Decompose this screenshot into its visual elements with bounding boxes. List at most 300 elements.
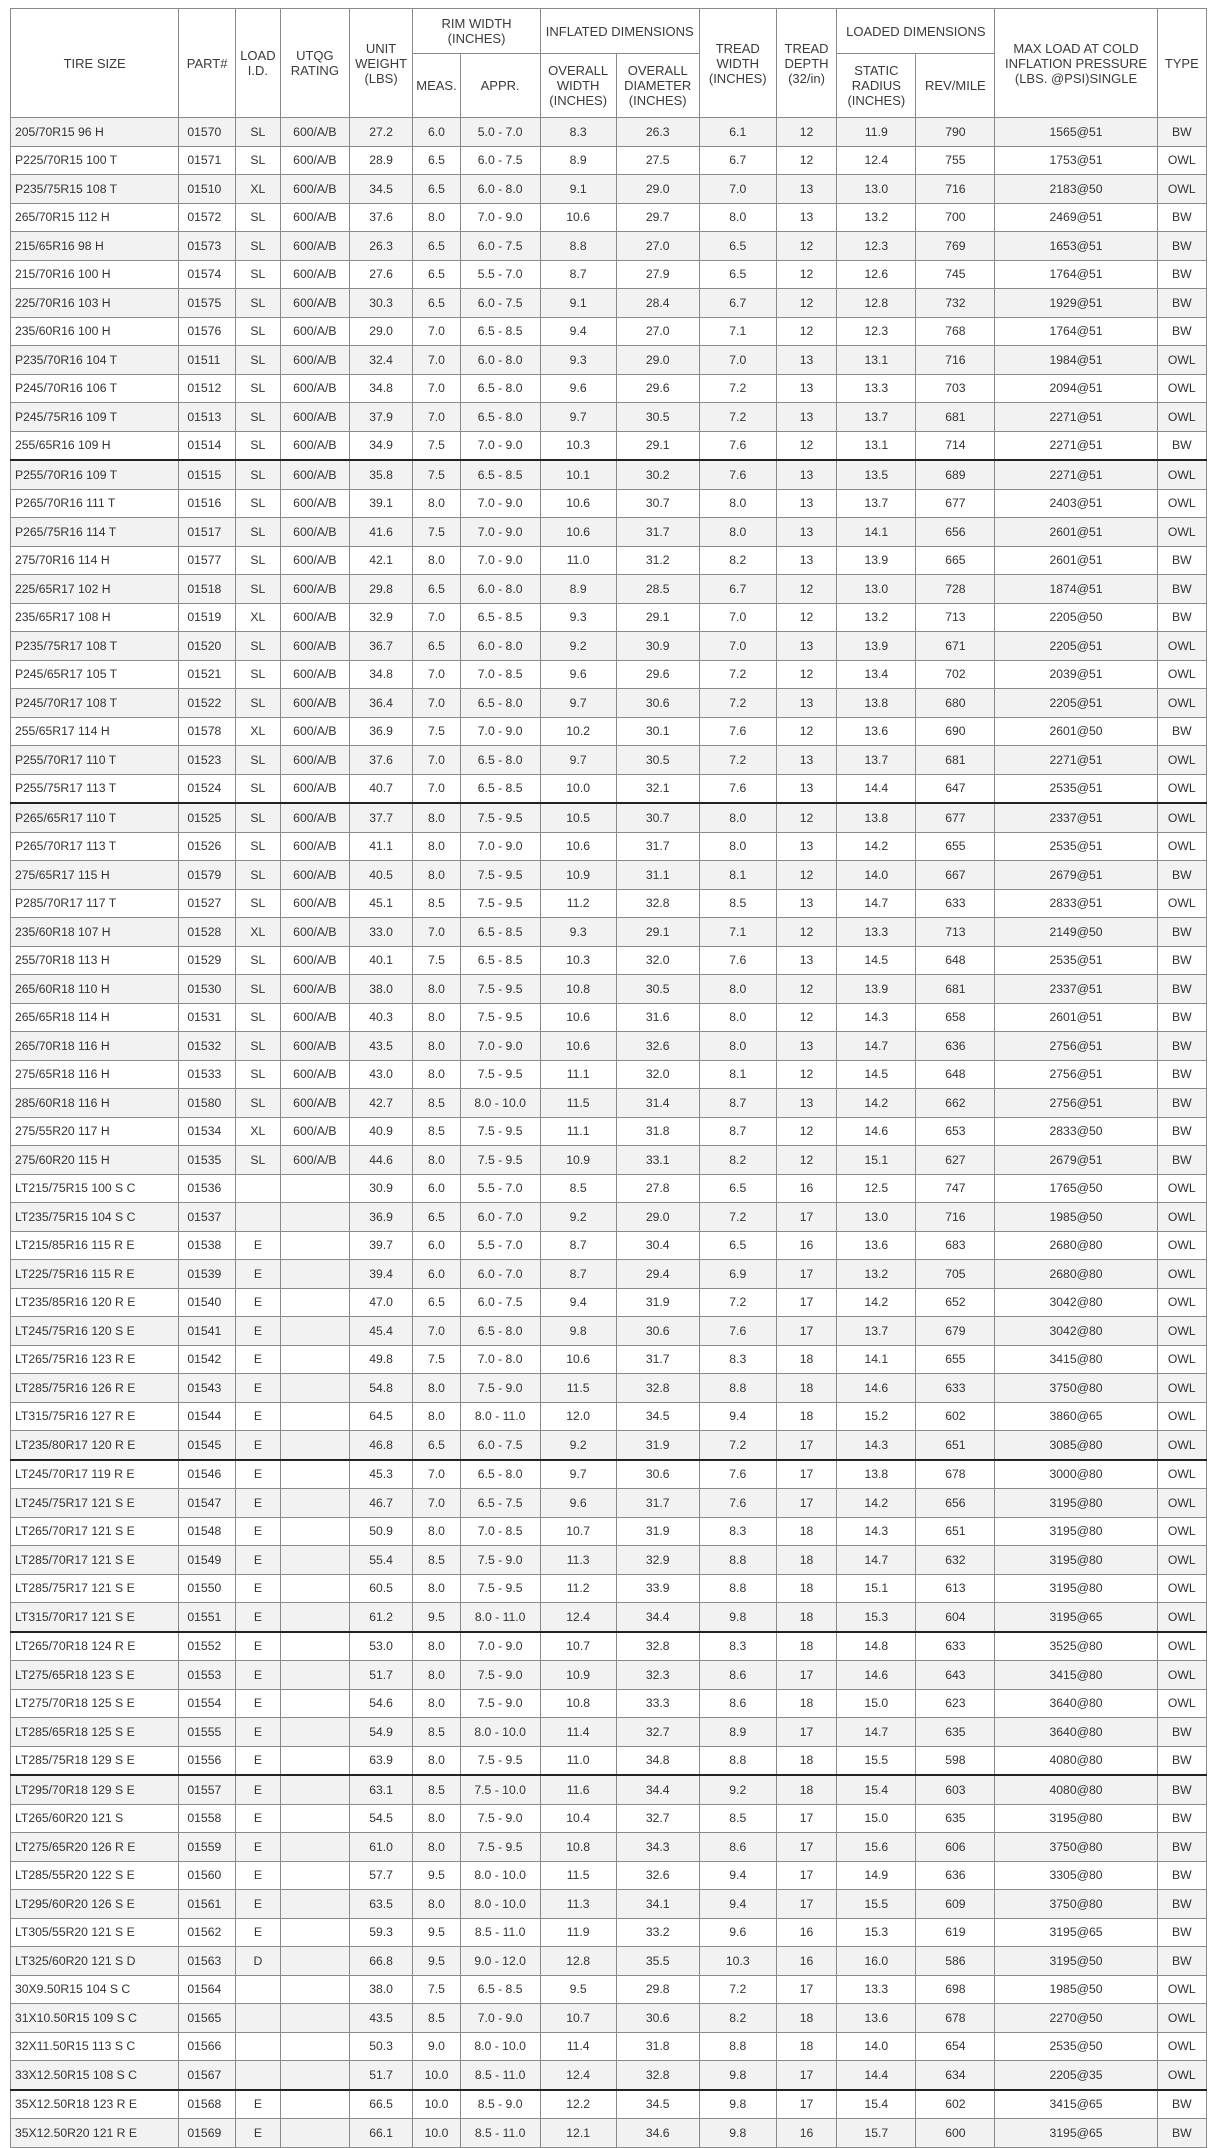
cell-tread-depth: 12 [776, 918, 837, 947]
cell-tire-size: P255/75R17 113 T [11, 774, 179, 803]
cell-max-load: 2270@50 [995, 2004, 1157, 2033]
cell-load-id: SL [235, 146, 280, 175]
table-row [11, 289, 1207, 318]
cell-overall-diameter: 30.6 [616, 689, 699, 718]
cell-type: BW [1157, 2119, 1206, 2148]
cell-type: OWL [1157, 1603, 1206, 1632]
cell-utqg: 600/A/B [280, 460, 349, 489]
cell-unit-weight: 41.1 [349, 832, 413, 861]
cell-rim-appr: 7.5 - 9.5 [460, 803, 540, 832]
cell-rim-appr: 7.5 - 9.5 [460, 889, 540, 918]
cell-unit-weight: 36.4 [349, 689, 413, 718]
cell-rim-appr: 7.5 - 9.5 [460, 1146, 540, 1175]
cell-overall-width: 11.5 [540, 1861, 616, 1890]
cell-overall-diameter: 27.5 [616, 146, 699, 175]
cell-type: BW [1157, 1003, 1206, 1032]
cell-rim-meas: 8.0 [413, 1746, 460, 1775]
cell-utqg [280, 1861, 349, 1890]
cell-overall-diameter: 31.6 [616, 1003, 699, 1032]
cell-max-load: 1764@51 [995, 260, 1157, 289]
cell-overall-width: 9.1 [540, 175, 616, 204]
cell-overall-width: 8.9 [540, 575, 616, 604]
cell-part: 01516 [179, 489, 235, 518]
cell-load-id: SL [235, 832, 280, 861]
cell-part: 01518 [179, 575, 235, 604]
cell-load-id: XL [235, 1117, 280, 1146]
table-row [11, 632, 1207, 661]
cell-rev-mile: 604 [916, 1603, 995, 1632]
cell-load-id: SL [235, 975, 280, 1004]
cell-tread-width: 6.7 [699, 146, 776, 175]
cell-load-id: E [235, 1374, 280, 1403]
cell-tread-depth: 12 [776, 1060, 837, 1089]
cell-tire-size: 255/65R16 109 H [11, 431, 179, 460]
cell-load-id: E [235, 1460, 280, 1489]
cell-part: 01538 [179, 1231, 235, 1260]
cell-static-radius: 13.9 [837, 546, 916, 575]
cell-tread-width: 7.6 [699, 431, 776, 460]
cell-rev-mile: 635 [916, 1718, 995, 1747]
cell-unit-weight: 39.1 [349, 489, 413, 518]
cell-part: 01532 [179, 1032, 235, 1061]
cell-overall-diameter: 32.0 [616, 1060, 699, 1089]
cell-utqg: 600/A/B [280, 289, 349, 318]
table-row [11, 1117, 1207, 1146]
cell-load-id: XL [235, 603, 280, 632]
cell-load-id: SL [235, 803, 280, 832]
cell-part: 01534 [179, 1117, 235, 1146]
cell-tire-size: LT265/70R18 124 R E [11, 1632, 179, 1661]
cell-utqg: 600/A/B [280, 146, 349, 175]
cell-part: 01527 [179, 889, 235, 918]
cell-max-load: 3640@80 [995, 1689, 1157, 1718]
cell-max-load: 2469@51 [995, 203, 1157, 232]
cell-load-id: SL [235, 774, 280, 803]
cell-max-load: 2756@51 [995, 1060, 1157, 1089]
cell-static-radius: 14.2 [837, 1489, 916, 1518]
cell-type: BW [1157, 975, 1206, 1004]
cell-overall-diameter: 31.8 [616, 2032, 699, 2061]
cell-overall-diameter: 26.3 [616, 118, 699, 147]
cell-static-radius: 13.7 [837, 489, 916, 518]
cell-rev-mile: 747 [916, 1174, 995, 1203]
cell-tire-size: 235/65R17 108 H [11, 603, 179, 632]
cell-overall-diameter: 33.2 [616, 1918, 699, 1947]
cell-utqg [280, 1975, 349, 2004]
cell-rim-appr: 5.0 - 7.0 [460, 118, 540, 147]
cell-load-id: SL [235, 632, 280, 661]
cell-tire-size: LT315/70R17 121 S E [11, 1603, 179, 1632]
cell-max-load: 2535@51 [995, 832, 1157, 861]
cell-tread-width: 7.1 [699, 317, 776, 346]
cell-rim-meas: 6.0 [413, 1231, 460, 1260]
cell-part: 01517 [179, 518, 235, 547]
cell-load-id [235, 1174, 280, 1203]
cell-rev-mile: 790 [916, 118, 995, 147]
cell-tread-depth: 17 [776, 1833, 837, 1862]
table-row [11, 689, 1207, 718]
cell-unit-weight: 41.6 [349, 518, 413, 547]
cell-static-radius: 13.3 [837, 374, 916, 403]
cell-load-id: SL [235, 1146, 280, 1175]
cell-tire-size: 255/65R17 114 H [11, 717, 179, 746]
cell-part: 01547 [179, 1489, 235, 1518]
cell-part: 01533 [179, 1060, 235, 1089]
table-row [11, 861, 1207, 890]
col-header-type: TYPE [1157, 9, 1206, 118]
table-row [11, 146, 1207, 175]
cell-utqg: 600/A/B [280, 374, 349, 403]
cell-part: 01545 [179, 1431, 235, 1460]
table-row [11, 1775, 1207, 1804]
cell-overall-width: 11.1 [540, 1117, 616, 1146]
cell-tire-size: LT285/75R18 129 S E [11, 1746, 179, 1775]
cell-static-radius: 15.4 [837, 1775, 916, 1804]
cell-overall-diameter: 34.1 [616, 1890, 699, 1919]
cell-rim-meas: 8.0 [413, 803, 460, 832]
cell-rev-mile: 635 [916, 1804, 995, 1833]
cell-type: BW [1157, 575, 1206, 604]
cell-rev-mile: 598 [916, 1746, 995, 1775]
cell-rim-meas: 8.0 [413, 1517, 460, 1546]
cell-overall-width: 9.2 [540, 1431, 616, 1460]
cell-rev-mile: 678 [916, 1460, 995, 1489]
cell-rim-meas: 6.0 [413, 1260, 460, 1289]
cell-tread-depth: 17 [776, 1975, 837, 2004]
cell-static-radius: 15.6 [837, 1833, 916, 1862]
cell-overall-width: 11.5 [540, 1374, 616, 1403]
cell-tire-size: 225/70R16 103 H [11, 289, 179, 318]
table-row [11, 774, 1207, 803]
cell-part: 01559 [179, 1833, 235, 1862]
cell-tread-width: 9.8 [699, 2090, 776, 2119]
cell-part: 01557 [179, 1775, 235, 1804]
cell-rim-meas: 9.0 [413, 2032, 460, 2061]
cell-utqg: 600/A/B [280, 346, 349, 375]
cell-max-load: 2601@50 [995, 717, 1157, 746]
cell-rim-meas: 7.0 [413, 1489, 460, 1518]
cell-tread-width: 8.0 [699, 832, 776, 861]
cell-max-load: 4080@80 [995, 1746, 1157, 1775]
cell-type: OWL [1157, 1517, 1206, 1546]
cell-tire-size: LT295/70R18 129 S E [11, 1775, 179, 1804]
cell-unit-weight: 50.3 [349, 2032, 413, 2061]
cell-type: BW [1157, 946, 1206, 975]
cell-tire-size: 215/65R16 98 H [11, 232, 179, 261]
cell-tread-width: 8.0 [699, 1032, 776, 1061]
cell-tread-width: 7.6 [699, 774, 776, 803]
cell-unit-weight: 45.1 [349, 889, 413, 918]
cell-part: 01537 [179, 1203, 235, 1232]
cell-max-load: 3085@80 [995, 1431, 1157, 1460]
cell-overall-diameter: 34.8 [616, 1746, 699, 1775]
cell-tread-width: 7.6 [699, 717, 776, 746]
cell-tire-size: LT245/70R17 119 R E [11, 1460, 179, 1489]
cell-part: 01556 [179, 1746, 235, 1775]
cell-rim-meas: 7.0 [413, 317, 460, 346]
cell-tread-depth: 18 [776, 1374, 837, 1403]
cell-static-radius: 13.5 [837, 460, 916, 489]
cell-static-radius: 13.9 [837, 632, 916, 661]
cell-overall-diameter: 31.7 [616, 1489, 699, 1518]
cell-unit-weight: 63.5 [349, 1890, 413, 1919]
cell-part: 01577 [179, 546, 235, 575]
cell-utqg [280, 1489, 349, 1518]
cell-rim-appr: 6.0 - 7.5 [460, 1431, 540, 1460]
cell-load-id [235, 2061, 280, 2090]
cell-type: OWL [1157, 374, 1206, 403]
cell-load-id: SL [235, 746, 280, 775]
cell-static-radius: 13.2 [837, 203, 916, 232]
col-header-utqg: UTQG RATING [280, 9, 349, 118]
cell-rev-mile: 662 [916, 1089, 995, 1118]
cell-static-radius: 15.1 [837, 1146, 916, 1175]
cell-load-id: E [235, 1746, 280, 1775]
cell-overall-width: 11.9 [540, 1918, 616, 1947]
cell-load-id: SL [235, 203, 280, 232]
cell-type: OWL [1157, 2061, 1206, 2090]
cell-tread-width: 8.2 [699, 1146, 776, 1175]
table-row [11, 374, 1207, 403]
cell-rim-meas: 7.0 [413, 603, 460, 632]
cell-unit-weight: 34.5 [349, 175, 413, 204]
cell-type: OWL [1157, 1574, 1206, 1603]
cell-utqg [280, 2004, 349, 2033]
cell-tread-depth: 17 [776, 2090, 837, 2119]
cell-tire-size: P265/75R16 114 T [11, 518, 179, 547]
cell-tire-size: LT275/65R20 126 R E [11, 1833, 179, 1862]
cell-type: BW [1157, 861, 1206, 890]
cell-tread-width: 7.6 [699, 946, 776, 975]
cell-rev-mile: 677 [916, 489, 995, 518]
cell-max-load: 3750@80 [995, 1833, 1157, 1862]
cell-tire-size: P255/70R17 110 T [11, 746, 179, 775]
cell-overall-width: 10.9 [540, 861, 616, 890]
cell-rim-meas: 10.0 [413, 2119, 460, 2148]
cell-tread-depth: 13 [776, 203, 837, 232]
cell-type: OWL [1157, 460, 1206, 489]
cell-tire-size: P285/70R17 117 T [11, 889, 179, 918]
cell-overall-width: 10.2 [540, 717, 616, 746]
cell-max-load: 2601@51 [995, 546, 1157, 575]
cell-overall-width: 11.4 [540, 1718, 616, 1747]
cell-overall-diameter: 32.7 [616, 1718, 699, 1747]
cell-static-radius: 14.4 [837, 2061, 916, 2090]
cell-overall-diameter: 29.6 [616, 660, 699, 689]
table-row [11, 546, 1207, 575]
cell-rim-appr: 6.0 - 7.0 [460, 1203, 540, 1232]
cell-part: 01544 [179, 1402, 235, 1431]
cell-unit-weight: 50.9 [349, 1517, 413, 1546]
cell-overall-width: 11.3 [540, 1546, 616, 1575]
cell-max-load: 2535@50 [995, 2032, 1157, 2061]
cell-utqg: 600/A/B [280, 803, 349, 832]
cell-rim-meas: 8.0 [413, 1146, 460, 1175]
cell-overall-diameter: 34.5 [616, 2090, 699, 2119]
cell-part: 01535 [179, 1146, 235, 1175]
cell-tire-size: P245/75R16 109 T [11, 403, 179, 432]
cell-type: BW [1157, 603, 1206, 632]
cell-static-radius: 15.3 [837, 1918, 916, 1947]
cell-unit-weight: 61.0 [349, 1833, 413, 1862]
cell-rim-meas: 9.5 [413, 1918, 460, 1947]
cell-rev-mile: 609 [916, 1890, 995, 1919]
cell-max-load: 3750@80 [995, 1890, 1157, 1919]
cell-unit-weight: 43.0 [349, 1060, 413, 1089]
cell-rev-mile: 586 [916, 1947, 995, 1976]
cell-type: BW [1157, 1117, 1206, 1146]
table-row [11, 889, 1207, 918]
cell-max-load: 2680@80 [995, 1231, 1157, 1260]
cell-overall-diameter: 32.6 [616, 1032, 699, 1061]
cell-static-radius: 14.2 [837, 832, 916, 861]
cell-tire-size: LT295/60R20 126 S E [11, 1890, 179, 1919]
cell-rim-meas: 10.0 [413, 2090, 460, 2119]
cell-type: OWL [1157, 1632, 1206, 1661]
cell-utqg [280, 1603, 349, 1632]
cell-unit-weight: 32.9 [349, 603, 413, 632]
cell-type: BW [1157, 1775, 1206, 1804]
col-header-rev-mile: REV/MILE [916, 54, 995, 118]
cell-tire-size: LT225/75R16 115 R E [11, 1260, 179, 1289]
cell-unit-weight: 32.4 [349, 346, 413, 375]
cell-load-id: SL [235, 946, 280, 975]
col-header-overall-diameter: OVERALL DIAMETER (INCHES) [616, 54, 699, 118]
cell-rim-meas: 8.0 [413, 1804, 460, 1833]
cell-tread-depth: 12 [776, 660, 837, 689]
cell-part: 01553 [179, 1661, 235, 1690]
cell-rim-appr: 7.5 - 9.5 [460, 1060, 540, 1089]
cell-static-radius: 12.4 [837, 146, 916, 175]
cell-overall-diameter: 31.7 [616, 1345, 699, 1374]
cell-tread-depth: 17 [776, 1661, 837, 1690]
cell-max-load: 3195@80 [995, 1546, 1157, 1575]
cell-utqg: 600/A/B [280, 861, 349, 890]
cell-utqg: 600/A/B [280, 889, 349, 918]
cell-unit-weight: 35.8 [349, 460, 413, 489]
cell-utqg: 600/A/B [280, 717, 349, 746]
cell-utqg [280, 1260, 349, 1289]
cell-tire-size: LT285/70R17 121 S E [11, 1546, 179, 1575]
cell-type: BW [1157, 289, 1206, 318]
cell-rim-appr: 6.5 - 8.0 [460, 1460, 540, 1489]
cell-part: 01531 [179, 1003, 235, 1032]
cell-rim-meas: 7.5 [413, 717, 460, 746]
cell-utqg [280, 1746, 349, 1775]
cell-tire-size: P265/65R17 110 T [11, 803, 179, 832]
table-row [11, 346, 1207, 375]
table-row [11, 575, 1207, 604]
table-row [11, 1003, 1207, 1032]
table-row [11, 603, 1207, 632]
cell-unit-weight: 33.0 [349, 918, 413, 947]
cell-overall-width: 12.2 [540, 2090, 616, 2119]
cell-tread-depth: 13 [776, 632, 837, 661]
cell-tread-width: 7.2 [699, 660, 776, 689]
cell-load-id: E [235, 1804, 280, 1833]
cell-load-id [235, 2004, 280, 2033]
cell-overall-width: 9.2 [540, 632, 616, 661]
cell-load-id: D [235, 1947, 280, 1976]
cell-utqg: 600/A/B [280, 946, 349, 975]
cell-tire-size: 205/70R15 96 H [11, 118, 179, 147]
cell-static-radius: 15.2 [837, 1402, 916, 1431]
table-row [11, 832, 1207, 861]
cell-rev-mile: 681 [916, 746, 995, 775]
cell-rim-appr: 7.5 - 9.5 [460, 1117, 540, 1146]
cell-static-radius: 13.6 [837, 717, 916, 746]
cell-rev-mile: 667 [916, 861, 995, 890]
cell-rim-meas: 7.0 [413, 403, 460, 432]
table-row [11, 717, 1207, 746]
table-row [11, 1546, 1207, 1575]
cell-tread-depth: 12 [776, 146, 837, 175]
cell-utqg: 600/A/B [280, 660, 349, 689]
cell-overall-diameter: 28.4 [616, 289, 699, 318]
cell-overall-diameter: 30.7 [616, 803, 699, 832]
cell-max-load: 4080@80 [995, 1775, 1157, 1804]
cell-utqg: 600/A/B [280, 489, 349, 518]
cell-unit-weight: 64.5 [349, 1402, 413, 1431]
cell-tread-depth: 17 [776, 1260, 837, 1289]
cell-tread-depth: 18 [776, 1345, 837, 1374]
cell-utqg: 600/A/B [280, 918, 349, 947]
cell-part: 01542 [179, 1345, 235, 1374]
cell-utqg [280, 1833, 349, 1862]
cell-rim-appr: 8.0 - 10.0 [460, 1718, 540, 1747]
cell-rev-mile: 679 [916, 1317, 995, 1346]
cell-rim-appr: 6.5 - 8.5 [460, 774, 540, 803]
cell-utqg: 600/A/B [280, 175, 349, 204]
cell-overall-diameter: 29.6 [616, 374, 699, 403]
cell-max-load: 3000@80 [995, 1460, 1157, 1489]
cell-overall-width: 11.4 [540, 2032, 616, 2061]
cell-overall-diameter: 32.3 [616, 1661, 699, 1690]
cell-static-radius: 13.9 [837, 975, 916, 1004]
cell-static-radius: 14.7 [837, 1718, 916, 1747]
cell-load-id: SL [235, 1089, 280, 1118]
cell-tread-width: 8.3 [699, 1632, 776, 1661]
cell-tire-size: LT315/75R16 127 R E [11, 1402, 179, 1431]
cell-utqg [280, 1775, 349, 1804]
cell-max-load: 2756@51 [995, 1089, 1157, 1118]
cell-overall-width: 9.8 [540, 1317, 616, 1346]
cell-rev-mile: 683 [916, 1231, 995, 1260]
table-row [11, 1603, 1207, 1632]
cell-rev-mile: 705 [916, 1260, 995, 1289]
cell-rim-meas: 7.0 [413, 689, 460, 718]
cell-rim-meas: 7.5 [413, 518, 460, 547]
cell-tread-depth: 17 [776, 1431, 837, 1460]
cell-utqg [280, 1460, 349, 1489]
cell-tire-size: 31X10.50R15 109 S C [11, 2004, 179, 2033]
cell-rev-mile: 643 [916, 1661, 995, 1690]
cell-overall-width: 9.2 [540, 1203, 616, 1232]
cell-utqg: 600/A/B [280, 403, 349, 432]
cell-utqg [280, 1918, 349, 1947]
cell-part: 01536 [179, 1174, 235, 1203]
cell-type: OWL [1157, 1345, 1206, 1374]
cell-utqg: 600/A/B [280, 1003, 349, 1032]
cell-tread-width: 8.9 [699, 1718, 776, 1747]
cell-overall-diameter: 29.0 [616, 175, 699, 204]
cell-static-radius: 14.6 [837, 1117, 916, 1146]
cell-rim-appr: 8.5 - 11.0 [460, 2061, 540, 2090]
cell-rim-appr: 6.0 - 7.5 [460, 289, 540, 318]
cell-rim-appr: 7.5 - 9.0 [460, 1661, 540, 1690]
cell-overall-diameter: 29.1 [616, 431, 699, 460]
cell-type: OWL [1157, 1489, 1206, 1518]
